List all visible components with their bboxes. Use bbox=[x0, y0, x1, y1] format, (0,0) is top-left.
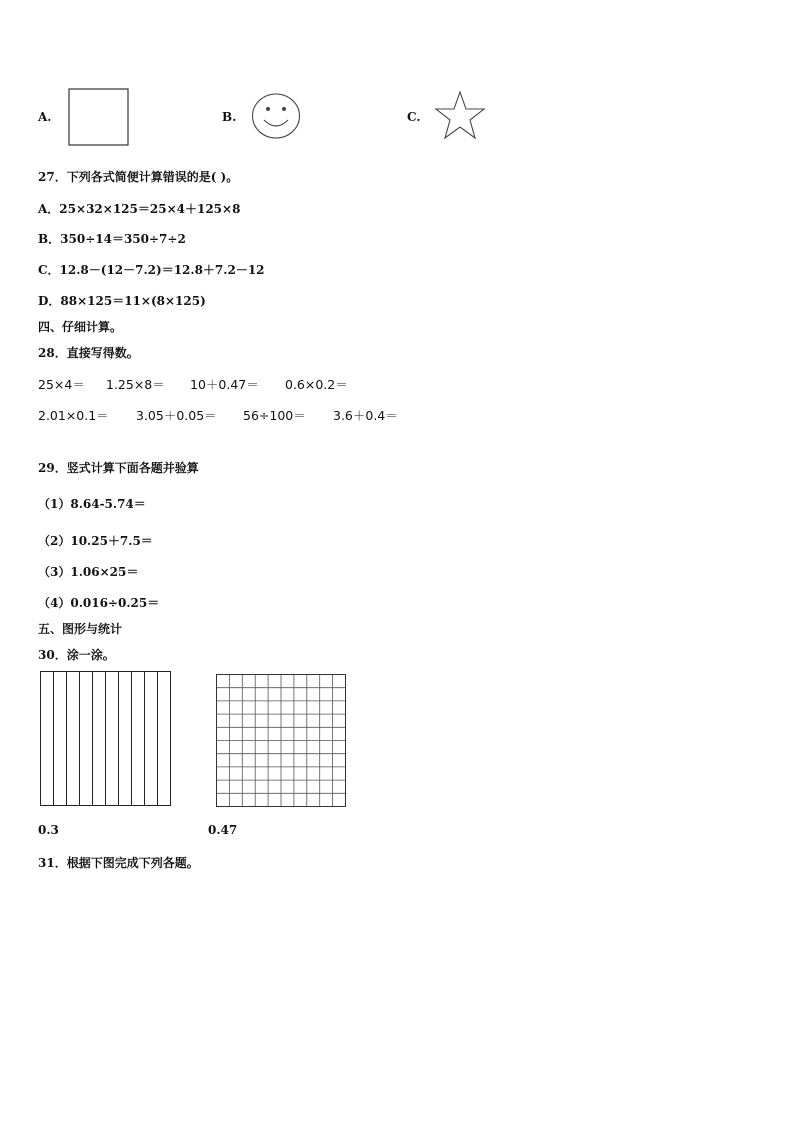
question-30-title: 30．涂一涂。 bbox=[38, 648, 115, 662]
q27-option-d: D．88×125＝11×(8×125) bbox=[38, 294, 206, 308]
q28-item: 2.01×0.1＝ bbox=[38, 408, 109, 423]
question-29-title: 29．竖式计算下面各题并验算 bbox=[38, 461, 199, 475]
star-icon bbox=[436, 91, 486, 141]
q29-item-2: （2）10.25＋7.5＝ bbox=[38, 534, 153, 548]
hundredths-square-grid[interactable] bbox=[216, 674, 347, 808]
q28-item: 0.6×0.2＝ bbox=[285, 377, 348, 392]
option-a-label: A. bbox=[38, 110, 52, 124]
q28-item: 3.6＋0.4＝ bbox=[333, 408, 398, 423]
option-b-label: B. bbox=[222, 110, 237, 124]
q29-item-3: （3）1.06×25＝ bbox=[38, 565, 139, 579]
square-icon bbox=[68, 88, 130, 146]
q28-item: 56÷100＝ bbox=[243, 408, 306, 423]
section-4-heading: 四、仔细计算。 bbox=[38, 320, 123, 334]
question-27-title: 27．下列各式简便计算错误的是( )。 bbox=[38, 170, 239, 184]
q27-option-a: A．25×32×125＝25×4＋125×8 bbox=[38, 202, 241, 216]
q28-item: 3.05＋0.05＝ bbox=[136, 408, 217, 423]
q29-item-4: （4）0.016÷0.25＝ bbox=[38, 596, 160, 610]
question-28-title: 28．直接写得数。 bbox=[38, 346, 139, 360]
tenths-strip-grid[interactable] bbox=[40, 671, 172, 807]
q28-item: 25×4＝ bbox=[38, 377, 85, 392]
q28-item: 1.25×8＝ bbox=[106, 377, 165, 392]
strip-grid-value-label: 0.3 bbox=[38, 823, 59, 837]
section-5-heading: 五、图形与统计 bbox=[38, 622, 123, 636]
option-c-label: C. bbox=[407, 110, 421, 124]
square-grid-value-label: 0.47 bbox=[208, 823, 238, 837]
q27-option-c: C．12.8－(12－7.2)＝12.8＋7.2－12 bbox=[38, 263, 265, 277]
q28-item: 10＋0.47＝ bbox=[190, 377, 259, 392]
q29-item-1: （1）8.64-5.74＝ bbox=[38, 497, 146, 511]
q27-option-b: B．350÷14＝350÷7÷2 bbox=[38, 232, 186, 246]
smiley-face-icon bbox=[251, 93, 303, 141]
question-31-title: 31．根据下图完成下列各题。 bbox=[38, 856, 199, 870]
